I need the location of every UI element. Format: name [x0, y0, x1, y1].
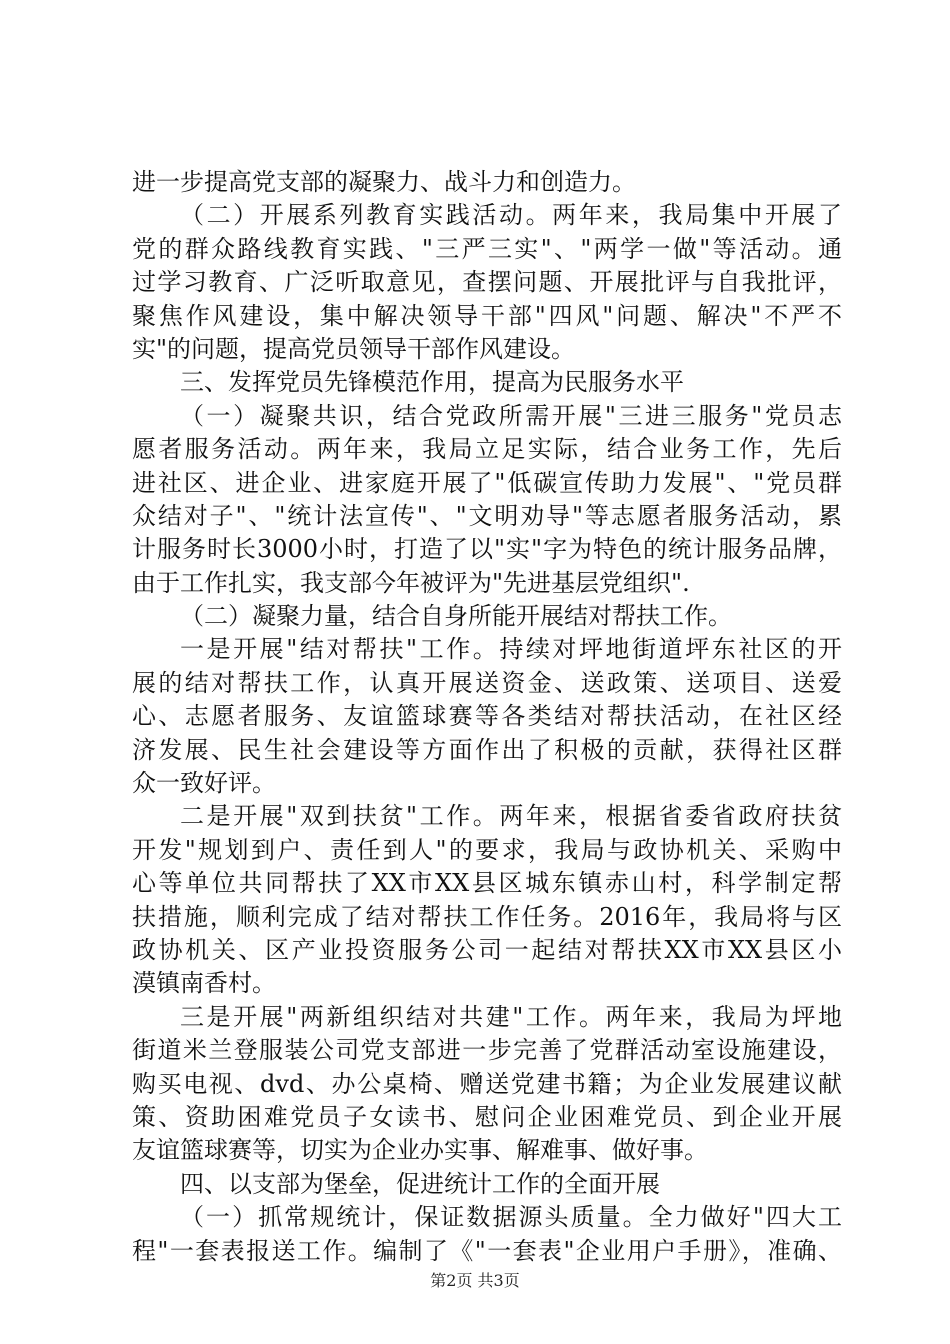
section-heading: 三、发挥党员先锋模范作用，提高为民服务水平	[180, 368, 684, 397]
text-line: 友谊篮球赛等，切实为企业办实事、解难事、做好事。	[132, 1136, 708, 1165]
text-line: 一是开展"结对帮扶"工作。持续对坪地街道坪东社区的开	[180, 635, 842, 664]
text-line: 购买电视、dvd、办公桌椅、赠送党建书籍；为企业发展建议献	[132, 1069, 842, 1098]
text-line: 心、志愿者服务、友谊篮球赛等各类结对帮扶活动，在社区经	[132, 702, 842, 731]
text-line: 心等单位共同帮扶了XX市XX县区城东镇赤山村，科学制定帮	[132, 869, 842, 898]
text-line: 计服务时长3000小时，打造了以"实"字为特色的统计服务品牌，	[132, 535, 842, 564]
section-heading: 四、以支部为堡垒，促进统计工作的全面开展	[180, 1169, 660, 1198]
text-line: 聚焦作风建设，集中解决领导干部"四风"问题、解决"不严不	[132, 301, 842, 330]
text-line: 程"一套表报送工作。编制了《"一套表"企业用户手册》，准确、	[132, 1236, 842, 1265]
text-line: 开发"规划到户、责任到人"的要求，我局与政协机关、采购中	[132, 835, 842, 864]
text-line: （二）开展系列教育实践活动。两年来，我局集中开展了	[180, 201, 842, 230]
text-line: 展的结对帮扶工作，认真开展送资金、送政策、送项目、送爱	[132, 668, 842, 697]
text-line: 过学习教育、广泛听取意见，查摆问题、开展批评与自我批评，	[132, 268, 842, 297]
text-line: 策、资助困难党员子女读书、慰问企业困难党员、到企业开展	[132, 1102, 842, 1131]
text-line: 愿者服务活动。两年来，我局立足实际，结合业务工作，先后	[132, 435, 842, 464]
text-line: 扶措施，顺利完成了结对帮扶工作任务。2016年，我局将与区	[132, 902, 842, 931]
text-line: 由于工作扎实，我支部今年被评为"先进基层党组织".	[132, 568, 690, 597]
text-line: 济发展、民生社会建设等方面作出了积极的贡献，获得社区群	[132, 735, 842, 764]
text-line: （二）凝聚力量，结合自身所能开展结对帮扶工作。	[180, 602, 732, 631]
text-line: （一）抓常规统计，保证数据源头质量。全力做好"四大工	[180, 1203, 842, 1232]
document-body	[132, 166, 842, 1268]
text-line: 进一步提高党支部的凝聚力、战斗力和创造力。	[132, 168, 636, 196]
text-line: 众结对子"、"统计法宣传"、"文明劝导"等志愿者服务活动，累	[132, 501, 842, 530]
text-line: 进社区、进企业、进家庭开展了"低碳宣传助力发展"、"党员群	[132, 468, 842, 497]
page-footer: 第2页 共3页	[430, 1271, 520, 1290]
text-line: 漠镇南香村。	[132, 969, 276, 998]
text-line: 众一致好评。	[132, 769, 276, 798]
text-line: 街道米兰登服装公司党支部进一步完善了党群活动室设施建设，	[132, 1036, 842, 1065]
text-line: （一）凝聚共识，结合党政所需开展"三进三服务"党员志	[180, 401, 842, 430]
text-line: 党的群众路线教育实践、"三严三实"、"两学一做"等活动。通	[132, 234, 842, 263]
text-line: 三是开展"两新组织结对共建"工作。两年来，我局为坪地	[180, 1002, 842, 1031]
text-line: 实"的问题，提高党员领导干部作风建设。	[132, 334, 576, 363]
text-line: 政协机关、区产业投资服务公司一起结对帮扶XX市XX县区小	[132, 935, 842, 964]
text-line: 二是开展"双到扶贫"工作。两年来，根据省委省政府扶贫	[180, 802, 842, 831]
